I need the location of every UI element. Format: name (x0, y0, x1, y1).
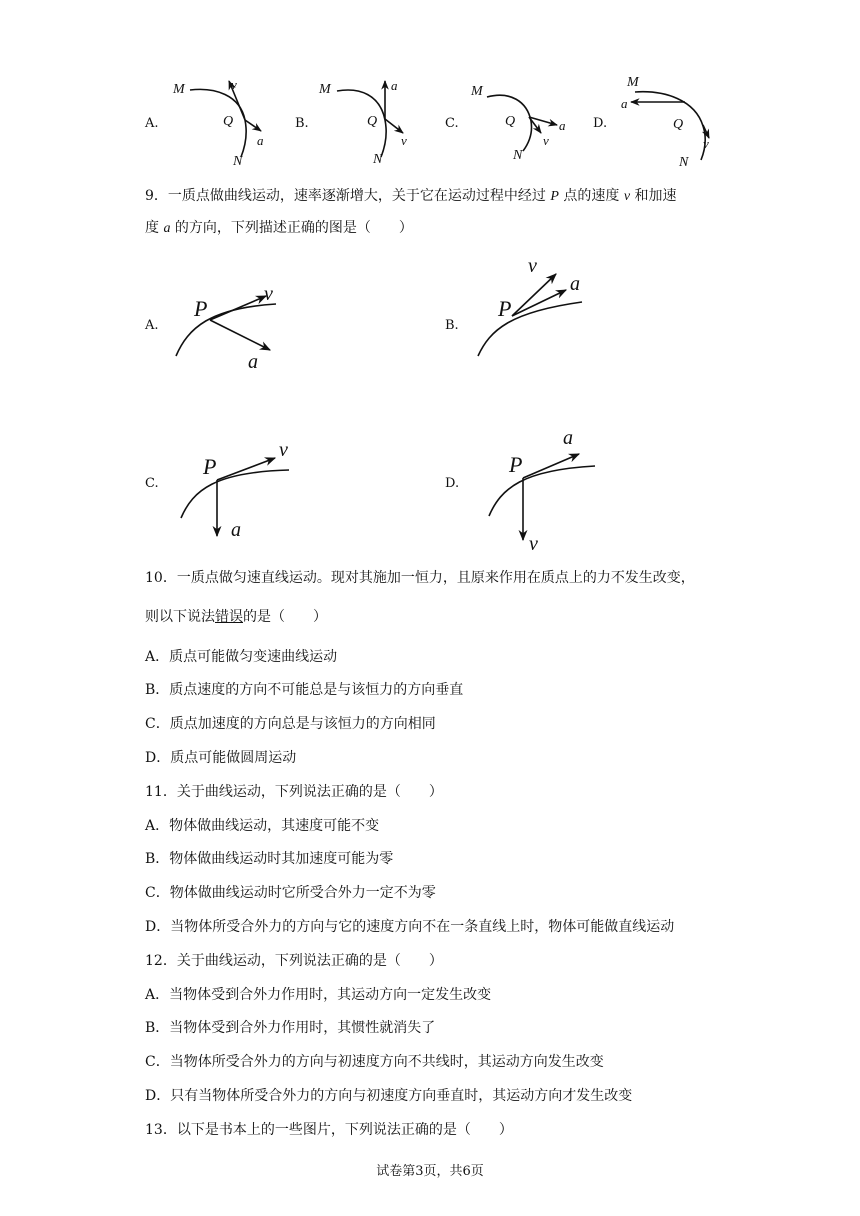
q9-var-a: a (163, 221, 171, 236)
q11-option-c[interactable]: C．物体做曲线运动时它所受合外力一定不为零 (145, 885, 436, 901)
label-v: v (264, 283, 273, 305)
trajectory-curve (176, 304, 276, 356)
q10-stem-text: 的是（ ） (243, 609, 327, 625)
q12-stem: 12．关于曲线运动，下列说法正确的是（ ） (145, 953, 443, 969)
trajectory-curve (489, 466, 595, 516)
q9-option-c-diagram (175, 432, 305, 544)
label-v: v (528, 255, 537, 277)
label-m: M (627, 75, 639, 90)
q10-stem-line1: 10．一质点做匀速直线运动。现对其施加一恒力，且原来作用在质点上的力不发生改变， (145, 570, 695, 586)
label-a: a (563, 427, 573, 449)
q9-stem-text: 和加速 (630, 188, 677, 204)
q8-option-d-diagram (615, 70, 735, 170)
q9-stem-text: 的方向，下列描述正确的图是（ ） (170, 220, 413, 236)
label-q: Q (673, 117, 684, 132)
acceleration-arrow (512, 290, 566, 316)
q9-option-c-letter: C. (145, 476, 159, 491)
q9-stem-line1 (145, 186, 677, 207)
label-a: a (621, 96, 628, 111)
label-m: M (173, 82, 185, 97)
label-n: N (513, 148, 523, 163)
velocity-arrow (217, 458, 275, 480)
label-v: v (279, 439, 288, 461)
q11-option-d[interactable]: D．当物体所受合外力的方向与它的速度方向不在一条直线上时，物体可能做直线运动 (145, 919, 675, 935)
label-a: a (248, 351, 258, 373)
velocity-arrow (512, 274, 556, 316)
label-q: Q (223, 114, 234, 129)
q10-stem-line2 (145, 607, 327, 627)
label-p: P (194, 296, 208, 321)
q9-option-b-letter: B. (445, 318, 459, 333)
label-a: a (559, 118, 566, 133)
q9-option-a-letter: A. (145, 318, 159, 333)
trajectory-curve (181, 470, 289, 518)
label-a: a (231, 519, 241, 541)
q9-option-b-diagram (470, 250, 610, 370)
q11-option-b[interactable]: B．物体做曲线运动时其加速度可能为零 (145, 851, 394, 867)
label-q: Q (505, 114, 516, 129)
q12-option-a[interactable]: A．当物体受到合外力作用时，其运动方向一定发生改变 (145, 987, 492, 1003)
label-m: M (471, 84, 483, 99)
q12-option-b[interactable]: B．当物体受到合外力作用时，其惯性就消失了 (145, 1020, 436, 1036)
label-m: M (319, 82, 331, 97)
label-v: v (543, 133, 549, 148)
velocity-arrow (385, 119, 403, 133)
trajectory-curve (478, 302, 582, 356)
acceleration-arrow (523, 454, 579, 478)
label-a: a (570, 273, 580, 295)
q8-option-c-letter: C. (445, 116, 459, 131)
label-n: N (373, 152, 383, 167)
q9-stem-text: 9．一质点做曲线运动，速率逐渐增大，关于它在运动过程中经过 (145, 188, 551, 204)
q10-option-c[interactable]: C．质点加速度的方向总是与该恒力的方向相同 (145, 716, 436, 732)
q9-option-a-diagram (170, 270, 300, 380)
page-footer: 试卷第3页，共6页 (376, 1164, 484, 1179)
q10-option-a[interactable]: A．质点可能做匀变速曲线运动 (145, 649, 338, 665)
q8-option-c-diagram (465, 75, 585, 170)
acceleration-arrow (210, 320, 270, 350)
q13-stem: 13．以下是书本上的一些图片，下列说法正确的是（ ） (145, 1122, 513, 1138)
q8-option-a-diagram (165, 75, 275, 170)
q10-stem-text: 则以下说法 (145, 609, 215, 625)
trajectory-curve (337, 90, 386, 157)
label-v: v (703, 136, 709, 151)
q8-option-a-letter: A. (145, 116, 159, 131)
q11-stem: 11．关于曲线运动，下列说法正确的是（ ） (145, 784, 443, 800)
q10-option-d[interactable]: D．质点可能做圆周运动 (145, 750, 297, 766)
q12-option-d[interactable]: D．只有当物体所受合外力的方向与初速度方向垂直时，其运动方向才发生改变 (145, 1088, 633, 1104)
q8-option-b-letter: B. (295, 116, 309, 131)
q9-option-d-diagram (485, 424, 615, 554)
label-v: v (529, 533, 538, 555)
label-q: Q (367, 114, 378, 129)
label-p: P (203, 454, 217, 479)
velocity-arrow (210, 296, 266, 320)
label-a: a (391, 78, 398, 93)
q8-option-b-diagram (315, 75, 425, 170)
q8-option-d-letter: D. (593, 116, 608, 131)
q9-stem-text: 点的速度 (558, 188, 624, 204)
label-n: N (233, 154, 243, 169)
label-v: v (231, 77, 237, 92)
q9-var-v: v (623, 189, 631, 204)
acceleration-arrow (245, 120, 261, 131)
q10-emphasis-word: 错误 (215, 609, 243, 625)
q9-option-d-letter: D. (445, 476, 460, 491)
label-p: P (498, 296, 512, 321)
q10-option-b[interactable]: B．质点速度的方向不可能总是与该恒力的方向垂直 (145, 682, 464, 698)
q11-option-a[interactable]: A．物体做曲线运动，其速度可能不变 (145, 818, 380, 834)
q12-option-c[interactable]: C．当物体所受合外力的方向与初速度方向不共线时，其运动方向发生改变 (145, 1054, 604, 1070)
label-p: P (509, 452, 523, 477)
label-a: a (257, 133, 264, 148)
q9-stem-text: 度 (145, 220, 164, 236)
label-n: N (679, 155, 689, 170)
q9-var-p: P (550, 189, 559, 204)
trajectory-curve (190, 89, 246, 157)
q9-stem-line2 (145, 218, 413, 239)
label-v: v (401, 133, 407, 148)
